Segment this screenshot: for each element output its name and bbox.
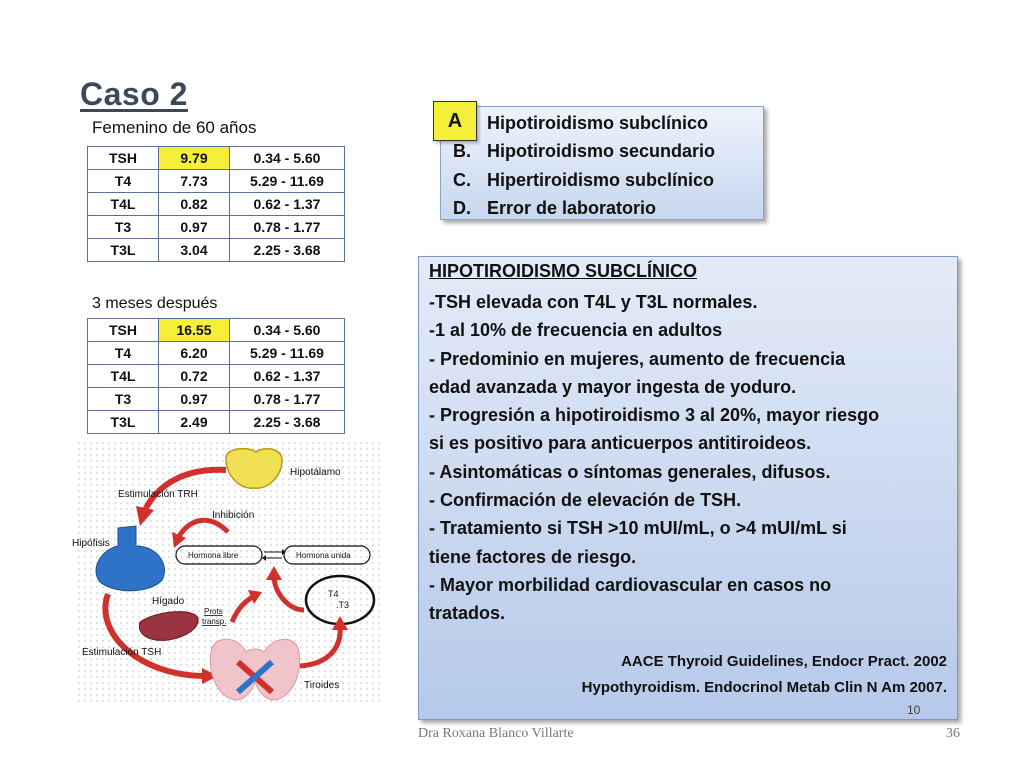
- reference-1: AACE Thyroid Guidelines, Endocr Pract. 2002: [621, 653, 947, 670]
- test-name: T4: [88, 342, 159, 365]
- test-value: 0.97: [159, 388, 230, 411]
- slide-title: Caso 2: [80, 76, 188, 112]
- lab-row: [88, 170, 345, 193]
- test-value: 0.97: [159, 216, 230, 239]
- svg-text:Hormona unida: Hormona unida: [296, 551, 351, 560]
- reference-range: 5.29 - 11.69: [230, 170, 345, 193]
- reference-range: 0.62 - 1.37: [230, 193, 345, 216]
- lab-row: [88, 365, 345, 388]
- info-line: -TSH elevada con T4L y T3L normales.: [429, 292, 758, 312]
- test-value: 6.20: [159, 342, 230, 365]
- answer-options: [440, 106, 764, 220]
- option-a[interactable]: [453, 113, 708, 134]
- test-value: 2.49: [159, 411, 230, 434]
- info-line: - Asintomáticas o síntomas generales, difusos.: [429, 461, 831, 482]
- option-c[interactable]: C. Hipertiroidismo subclínico: [453, 170, 715, 190]
- svg-text:T4: T4: [328, 589, 339, 599]
- info-line: edad avanzada y mayor ingesta de yoduro.: [429, 376, 797, 397]
- reference-range: 2.25 - 3.68: [230, 411, 345, 434]
- test-name: T3L: [88, 411, 159, 434]
- info-line: - Tratamiento si TSH >10 mUI/mL, o >4 mUI/mL si: [429, 518, 847, 539]
- lab-row: [88, 342, 345, 365]
- test-name: T4: [88, 170, 159, 193]
- test-value: 3.04: [159, 239, 230, 262]
- info-line: - Confirmación de elevación de TSH.: [429, 490, 742, 511]
- inhibition-label: Inhibición: [212, 510, 255, 521]
- patient-label: Femenino de 60 años: [92, 118, 257, 137]
- info-body: [429, 288, 949, 628]
- info-line: tratados.: [429, 603, 506, 624]
- info-line: tiene factores de riesgo.: [429, 546, 637, 567]
- option-d-text: Error de laboratorio: [487, 198, 657, 218]
- info-line: - Predominio en mujeres, aumento de frecuencia: [429, 348, 846, 369]
- test-name: T3L: [88, 239, 159, 262]
- lab-row: [88, 239, 345, 262]
- test-name: TSH: [88, 147, 159, 170]
- lab-row: [88, 388, 345, 411]
- svg-text:Hormona libre: Hormona libre: [188, 551, 239, 560]
- lab-row: [88, 319, 345, 342]
- thyroid-axis-diagram: [72, 442, 382, 704]
- option-d[interactable]: D. Error de laboratorio: [453, 198, 657, 218]
- option-a-text: Hipotiroidismo subclínico: [487, 113, 709, 133]
- thyroid-label: Tiroides: [304, 680, 340, 691]
- lab-table-initial: [87, 146, 345, 262]
- info-line: - Mayor morbilidad cardiovascular en casos no: [429, 574, 832, 595]
- info-line: - Progresión a hipotiroidismo 3 al 20%, mayor riesgo: [429, 405, 880, 426]
- footer-page-number: 36: [946, 726, 960, 741]
- footer-author: Dra Roxana Blanco Villarte: [418, 726, 574, 741]
- correct-answer-badge: A: [433, 101, 477, 141]
- test-value: 0.82: [159, 193, 230, 216]
- test-value: 9.79: [159, 147, 230, 170]
- reference-range: 0.78 - 1.77: [230, 216, 345, 239]
- hypothalamus-label: Hipotálamo: [290, 467, 341, 478]
- tsh-label: Estimulación TSH: [82, 647, 162, 658]
- svg-text:transp.: transp.: [202, 617, 227, 626]
- inner-slide-number: 10: [907, 703, 921, 717]
- lab-row: [88, 216, 345, 239]
- test-name: T3: [88, 388, 159, 411]
- test-name: T4L: [88, 193, 159, 216]
- reference-2: Hypothyroidism. Endocrinol Metab Clin N Am 2007.: [581, 679, 947, 696]
- reference-range: 0.34 - 5.60: [230, 319, 345, 342]
- reference-range: 0.78 - 1.77: [230, 388, 345, 411]
- test-value: 16.55: [159, 319, 230, 342]
- test-name: T3: [88, 216, 159, 239]
- trh-label: Estimulación TRH: [118, 489, 198, 500]
- reference-range: 2.25 - 3.68: [230, 239, 345, 262]
- lab-row: [88, 193, 345, 216]
- test-name: TSH: [88, 319, 159, 342]
- option-b[interactable]: B. Hipotiroidismo secundario: [453, 141, 716, 161]
- test-value: 0.72: [159, 365, 230, 388]
- followup-label: 3 meses después: [92, 295, 218, 312]
- reference-range: 0.62 - 1.37: [230, 365, 345, 388]
- lab-row: [88, 411, 345, 434]
- lab-table-followup: [87, 318, 345, 434]
- test-value: 7.73: [159, 170, 230, 193]
- option-c-text: Hipertiroidismo subclínico: [487, 170, 715, 190]
- info-line: si es positivo para anticuerpos antitiroideos.: [429, 433, 812, 454]
- option-b-text: Hipotiroidismo secundario: [487, 141, 716, 161]
- info-panel: [418, 256, 958, 720]
- pituitary-label: Hipófisis: [72, 538, 110, 549]
- lab-row: [88, 147, 345, 170]
- reference-range: 5.29 - 11.69: [230, 342, 345, 365]
- reference-range: 0.34 - 5.60: [230, 147, 345, 170]
- info-line: -1 al 10% de frecuencia en adultos: [429, 320, 723, 341]
- test-name: T4L: [88, 365, 159, 388]
- liver-label: Hígado: [152, 596, 185, 607]
- svg-text:.T3: .T3: [336, 600, 350, 610]
- svg-text:Prots: Prots: [204, 607, 223, 616]
- info-heading: HIPOTIROIDISMO SUBCLÍNICO: [429, 261, 698, 281]
